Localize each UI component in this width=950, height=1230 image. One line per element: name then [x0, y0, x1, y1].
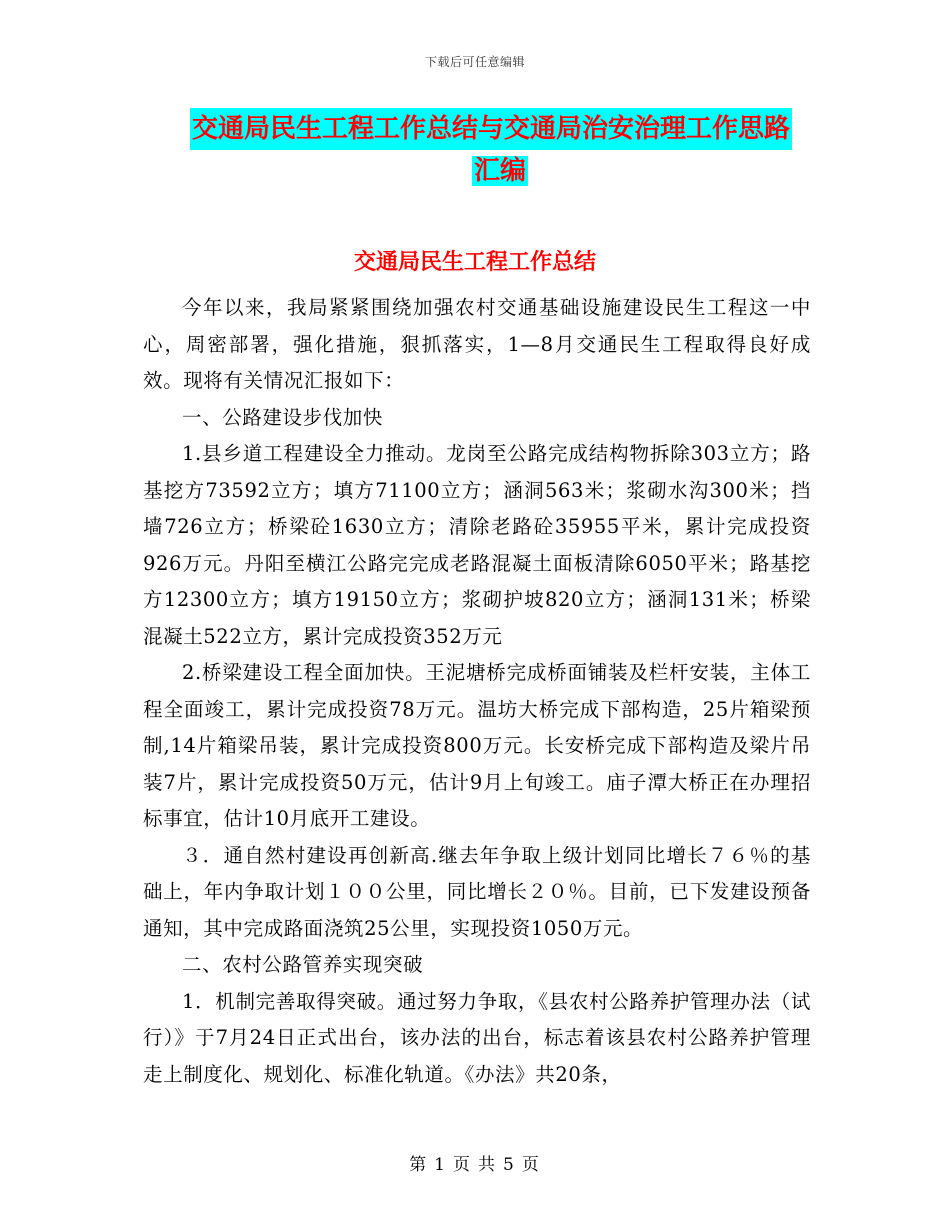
paragraph-village-roads: ３．通自然村建设再创新高.继去年争取上级计划同比增长７６％的基础上，年内争取计划１００公里，同比增长２０％。目前，已下发建设预备通知，其中完成路面浇筑25公里，实现投资1050万元。 — [143, 843, 811, 940]
page-footer — [0, 1150, 950, 1175]
paragraph-mechanism: 1．机制完善取得突破。通过努力争取，《县农村公路养护管理办法（试行）》于7月24日正式出台，该办法的出台，标志着该县农村公路养护管理走上制度化、规划化、标准化轨道。《办法》共20条， — [143, 989, 811, 1086]
title-line-2: 汇编 — [473, 156, 526, 186]
section-title: 交通局民生工程工作总结 — [353, 250, 596, 275]
heading-road-construction: 一、公路建设步伐加快 — [182, 405, 384, 429]
footer-total-pages: 5 — [503, 1155, 516, 1175]
document-body — [143, 290, 811, 1093]
header-note: 下载后可任意编辑 — [424, 55, 525, 69]
title-line-2-wrap — [190, 150, 810, 192]
footer-mid-2: 共 — [478, 1155, 497, 1175]
footer-prefix: 第 — [409, 1155, 429, 1175]
paragraph-county-roads: 1.县乡道工程建设全力推动。龙岗至公路完成结构物拆除303立方；路基挖方73592立方；填方71100立方；涵洞563米；浆砌水沟300米；挡墙726立方；桥梁砼1630立方；清除老路砼35955平米，累计完成投资926万元。丹阳至横江公路完完成老路混凝土面板清除6050平米；路基挖方12300立方；填方19150立方；浆砌护坡820立方；涵洞131米；桥梁混凝土522立方，累计完成投资352万元 — [143, 442, 811, 648]
paragraph-bridges: 2.桥梁建设工程全面加快。王泥塘桥完成桥面铺装及栏杆安装，主体工程全面竣工，累计完成投资78万元。温坊大桥完成下部构造，25片箱梁预制,14片箱梁吊装，累计完成投资800万元。长安桥完成下部构造及梁片吊装7片，累计完成投资50万元，估计9月上旬竣工。庙子潭大桥正在办理招标事宜，估计10月底开工建设。 — [143, 661, 811, 830]
footer-current-page: 1 — [434, 1155, 447, 1175]
document-title — [190, 108, 810, 192]
paragraph-intro: 今年以来，我局紧紧围绕加强农村交通基础设施建设民生工程这一中心，周密部署，强化措施，狠抓落实，1—8月交通民生工程取得良好成效。现将有关情况汇报如下： — [143, 296, 811, 392]
title-line-1: 交通局民生工程工作总结与交通局治安治理工作思路 — [190, 108, 792, 150]
footer-suffix: 页 — [521, 1155, 541, 1175]
heading-road-maintenance: 二、农村公路管养实现突破 — [182, 953, 424, 976]
footer-mid-1: 页 — [453, 1155, 472, 1175]
